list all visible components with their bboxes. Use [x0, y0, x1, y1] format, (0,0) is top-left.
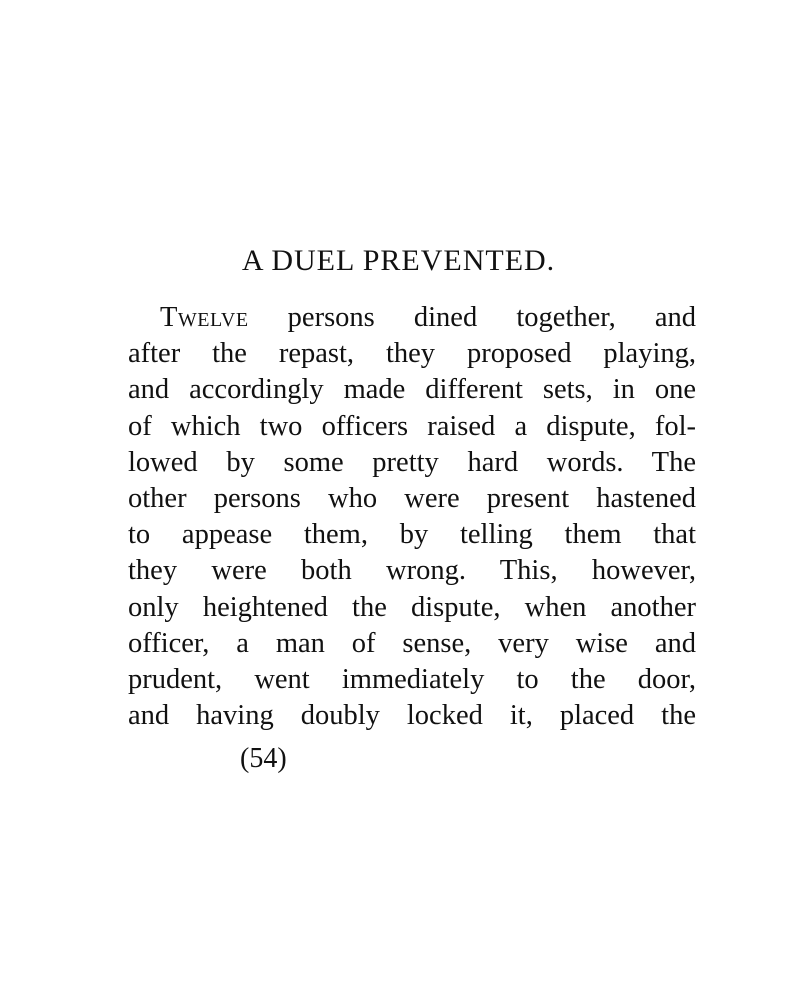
- body-text: [128, 300, 696, 734]
- text-line-1: [128, 300, 696, 336]
- page-number: (54): [240, 743, 287, 774]
- text-line-10: officer, a man of sense, very wise and: [128, 627, 696, 659]
- text-line-3: and accordingly made different sets, in one: [128, 374, 696, 406]
- text-line-2: after the repast, they proposed playing,: [128, 338, 696, 370]
- text-line-8: they were both wrong. This, however,: [128, 555, 696, 587]
- text-line-12: and having doubly locked it, placed the: [128, 700, 696, 732]
- page-title: A DUEL PREVENTED.: [241, 244, 556, 277]
- text-line-9: only heightened the dispute, when another: [128, 591, 696, 623]
- text-line-6: other persons who were present hastened: [128, 482, 696, 514]
- text-line-7: to appease them, by telling them that: [128, 519, 696, 551]
- text-line-1-rest: persons dined together, and: [248, 302, 696, 333]
- text-line-11: prudent, went immediately to the door,: [128, 663, 696, 695]
- text-line-5: lowed by some pretty hard words. The: [128, 446, 696, 478]
- first-word-small-caps: Twelve: [160, 302, 249, 333]
- text-line-4: of which two officers raised a dispute, fol-: [128, 410, 696, 442]
